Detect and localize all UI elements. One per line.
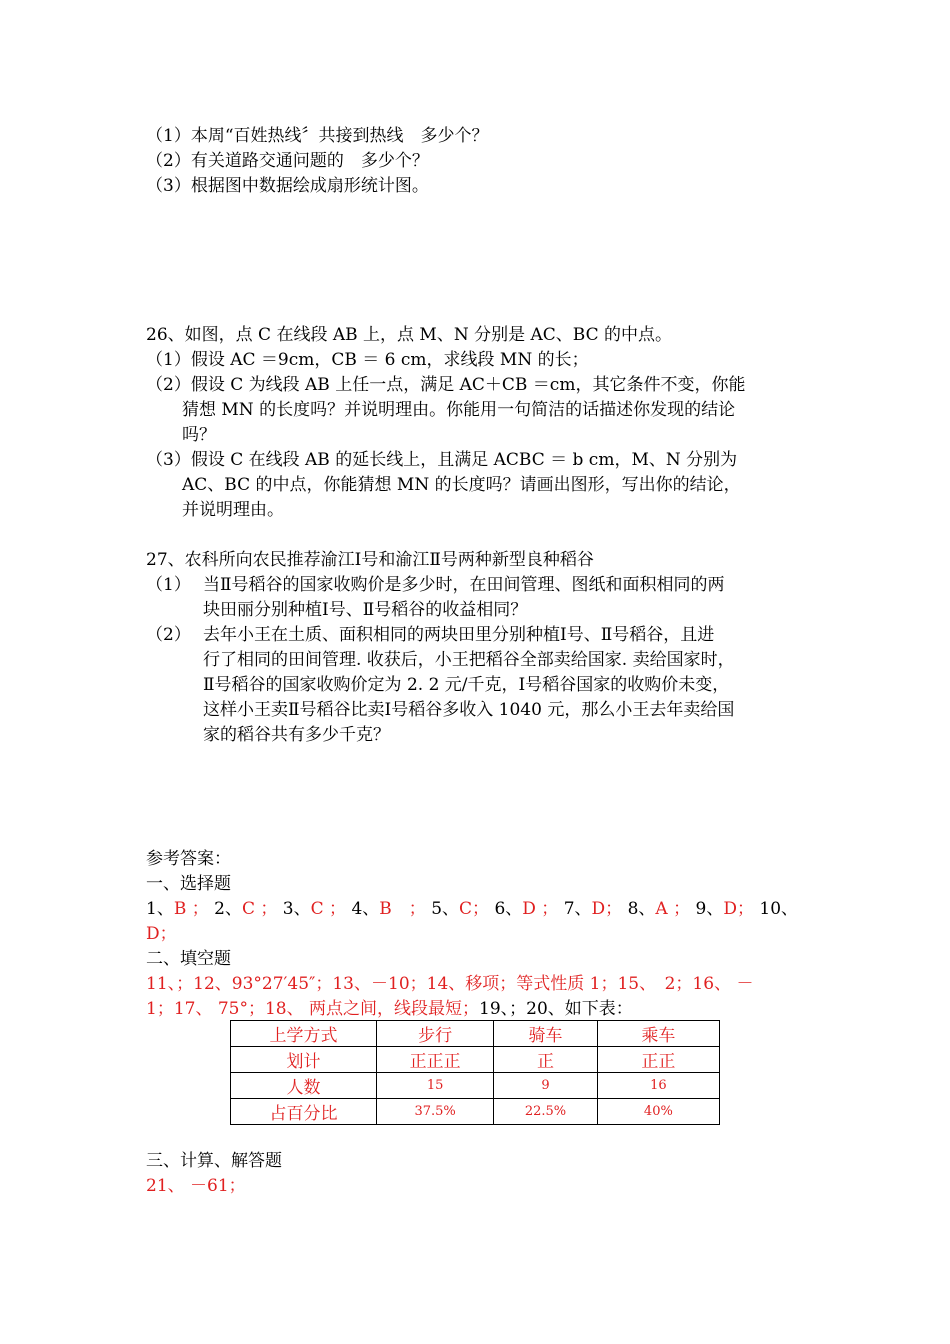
- section-fill-heading: 二、填空题: [146, 949, 231, 969]
- table-cell: 40%: [597, 1099, 719, 1125]
- choice-number: 10、: [759, 899, 799, 919]
- table-cell: 占百分比: [231, 1099, 377, 1125]
- q27-part-2-line-1: 去年小王在土质、面积相同的两块田里分别种植Ⅰ号、Ⅱ号稻谷，且进: [203, 625, 715, 645]
- choice-answers-line-1: [146, 897, 798, 921]
- q26-part-2-line-1: （2）假设 C 为线段 AB 上任一点，满足 AC＋CB ＝cm，其它条件不变，你能: [146, 375, 746, 395]
- fill-answers-line-2-black: 19、；20、如下表：: [479, 999, 633, 1019]
- table-header-cell: 上学方式: [231, 1021, 377, 1047]
- choice-number: 4、: [351, 899, 380, 919]
- q26-part-1: （1）假设 AC ＝9cm，CB ＝ 6 cm，求线段 MN 的长；: [146, 350, 589, 370]
- table-row: [231, 1073, 720, 1099]
- q26-part-2-line-3: 吗？: [182, 425, 216, 445]
- answers-heading: 参考答案：: [146, 849, 231, 869]
- q27-part-2-line-4: 这样小王卖Ⅱ号稻谷比卖Ⅰ号稻谷多收入 1040 元，那么小王去年卖给国: [203, 700, 735, 720]
- choice-answer: B ；: [379, 899, 426, 919]
- table-cell: 15: [376, 1073, 493, 1099]
- q27-part-2-line-2: 行了相同的田间管理. 收获后，小王把稻谷全部卖给国家. 卖给国家时，: [203, 650, 735, 670]
- choice-answer: C ；: [310, 899, 347, 919]
- q26-part-2-line-2: 猜想 MN 的长度吗？并说明理由。你能用一句简洁的话描述你发现的结论: [182, 400, 736, 420]
- choice-answer: B ；: [173, 899, 215, 919]
- q25-item-2: （2）有关道路交通问题的 多少个？: [146, 151, 429, 171]
- q25-item-1: （1）本周“百姓热线〞共接到热线 多少个？: [146, 126, 489, 146]
- table-cell: 正正正: [376, 1047, 493, 1073]
- q27-part-2-number: （2）: [146, 625, 191, 645]
- table-cell: 37.5%: [376, 1099, 493, 1125]
- commute-table: [230, 1020, 720, 1125]
- choice-answer: D；: [723, 899, 754, 919]
- choice-answer: A ；: [655, 899, 691, 919]
- table-cell: 16: [597, 1073, 719, 1099]
- fill-answers-line-1: 11、；12、93°27′45″；13、－10；14、移项；等式性质 1；15、 2；16、 －: [146, 974, 754, 994]
- section-choice-heading: 一、选择题: [146, 874, 231, 894]
- choice-answer: D；: [591, 899, 623, 919]
- choice-number: 7、: [563, 899, 592, 919]
- q25-item-3: （3）根据图中数据绘成扇形统计图。: [146, 176, 429, 196]
- q26-title: 26、如图，点 C 在线段 AB 上，点 M、N 分别是 AC、BC 的中点。: [146, 325, 673, 345]
- q27-part-2-line-5: 家的稻谷共有多少千克？: [203, 725, 390, 745]
- choice-number: 5、: [431, 899, 460, 919]
- q26-part-3-line-1: （3）假设 C 在线段 AB 的延长线上，且满足 ACBC ＝ b cm，M、N 分别为: [146, 450, 738, 470]
- choice-number: 6、: [494, 899, 523, 919]
- q27-part-2-line-3: Ⅱ号稻谷的国家收购价定为 2. 2 元/千克，Ⅰ号稻谷国家的收购价未变，: [203, 675, 730, 695]
- table-header-cell: 骑车: [494, 1021, 597, 1047]
- fill-answers-line-2: [146, 997, 633, 1021]
- choice-number: 3、: [282, 899, 311, 919]
- table-row: [231, 1099, 720, 1125]
- calc-answers-line-1: 21、 －61；: [146, 1176, 246, 1196]
- choice-answers-line-2: D；: [146, 924, 177, 944]
- table-row: [231, 1047, 720, 1073]
- table-header-row: [231, 1021, 720, 1047]
- q27-part-1-line-2: 块田丽分别种植Ⅰ号、Ⅱ号稻谷的收益相同？: [203, 600, 528, 620]
- q26-part-3-line-3: 并说明理由。: [182, 500, 284, 520]
- table-cell: 22.5%: [494, 1099, 597, 1125]
- choice-answer: D ；: [522, 899, 559, 919]
- choice-answer: C；: [459, 899, 490, 919]
- table-cell: 划计: [231, 1047, 377, 1073]
- choice-number: 8、: [627, 899, 656, 919]
- fill-answers-line-2-red: 1；17、 75°；18、 两点之间，线段最短；: [146, 999, 480, 1019]
- section-calc-heading: 三、计算、解答题: [146, 1151, 282, 1171]
- table-cell: 9: [494, 1073, 597, 1099]
- table-cell: 正: [494, 1047, 597, 1073]
- q27-title: 27、农科所向农民推荐渝江Ⅰ号和渝江Ⅱ号两种新型良种稻谷: [146, 550, 594, 570]
- choice-number: 9、: [695, 899, 724, 919]
- table-header-cell: 乘车: [597, 1021, 719, 1047]
- table-header-cell: 步行: [376, 1021, 493, 1047]
- choice-number: 2、: [214, 899, 242, 919]
- choice-answer: C ；: [241, 899, 278, 919]
- table-cell: 正正: [597, 1047, 719, 1073]
- table-cell: 人数: [231, 1073, 377, 1099]
- choice-number: 1、: [146, 899, 174, 919]
- q26-part-3-line-2: AC、BC 的中点，你能猜想 MN 的长度吗？请画出图形，写出你的结论，: [182, 475, 741, 495]
- q27-part-1-number: （1）: [146, 575, 191, 595]
- q27-part-1-line-1: 当Ⅱ号稻谷的国家收购价是多少时，在田间管理、图纸和面积相同的两: [203, 575, 725, 595]
